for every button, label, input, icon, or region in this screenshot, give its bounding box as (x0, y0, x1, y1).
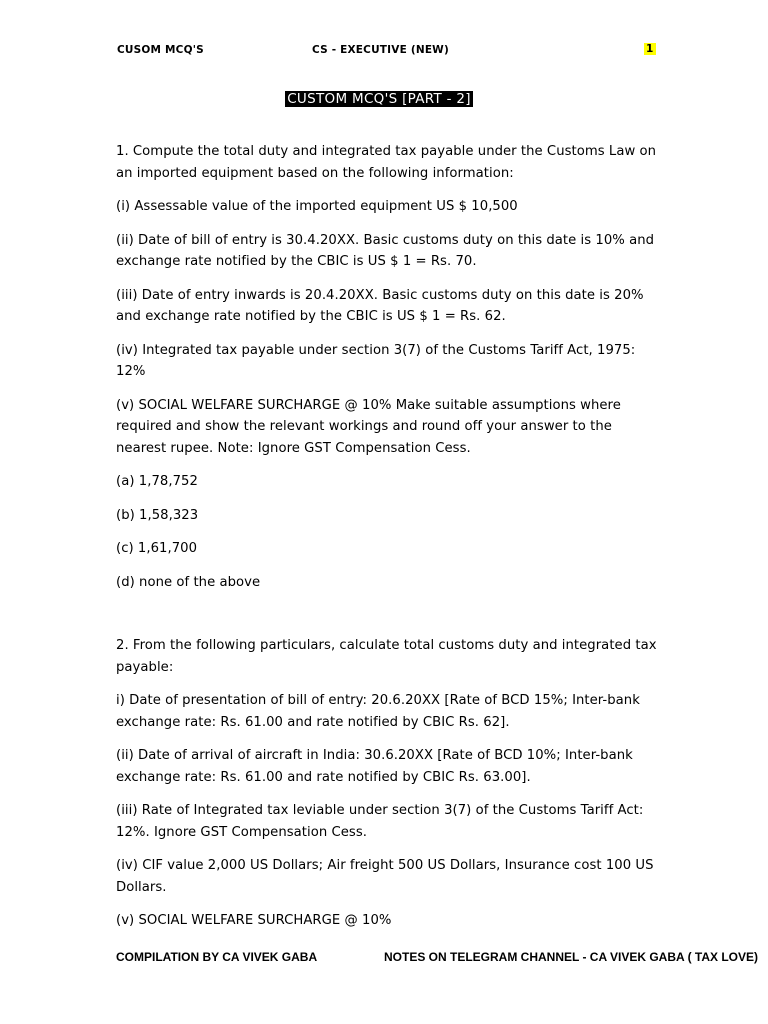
question-2-item: (ii) Date of arrival of aircraft in India: 30.6.20XX [Rate of BCD 10%; Inter-bank exchange rate: Rs. 61.00 and rate notified by CBIC Rs. 63.00]. (116, 748, 633, 785)
question-1-item: (v) SOCIAL WELFARE SURCHARGE @ 10% Make suitable assumptions where required and show the relevant workings and round off your answer to the nearest rupee. Note: Ignore GST Compensation Cess. (116, 397, 621, 456)
question-1-option-d: (d) none of the above (116, 574, 261, 590)
question-1-item: (iv) Integrated tax payable under section 3(7) of the Customs Tariff Act, 1975: 12% (116, 342, 636, 379)
question-2-item: i) Date of presentation of bill of entry: 20.6.20XX [Rate of BCD 15%; Inter-bank exchange rate: Rs. 61.00 and rate notified by CBIC Rs. 62]. (116, 693, 640, 730)
question-2-stem: 2. From the following particulars, calculate total customs duty and integrated tax payable: (116, 638, 657, 675)
question-1-item: (ii) Date of bill of entry is 30.4.20XX. Basic customs duty on this date is 10% and exchange rate notified by the CBIC is US $ 1 = Rs. 70. (116, 232, 655, 269)
question-2-item: (iii) Rate of Integrated tax leviable under section 3(7) of the Customs Tariff Act: 12%. Ignore GST Compensation Cess. (116, 803, 644, 840)
header-course-title: CS - EXECUTIVE (NEW) (312, 44, 449, 56)
title-container (0, 88, 768, 107)
page-header (0, 44, 768, 62)
question-1-option-b: (b) 1,58,323 (116, 507, 199, 523)
page-number: 1 (646, 43, 654, 55)
question-1-option-c: (c) 1,61,700 (116, 541, 198, 556)
question-1-item: (i) Assessable value of the imported equipment US $ 10,500 (116, 199, 518, 214)
question-1-item: (iii) Date of entry inwards is 20.4.20XX. Basic customs duty on this date is 20% and exchange rate notified by the CBIC is US $ 1 = Rs. 62. (116, 287, 644, 324)
question-spacer (116, 605, 661, 635)
document-title: CUSTOM MCQ'S [PART - 2] (287, 91, 471, 107)
question-1-stem: 1. Compute the total duty and integrated tax payable under the Customs Law on an imported equipment based on the following information: (116, 144, 657, 181)
question-1-option-a: (a) 1,78,752 (116, 474, 198, 489)
footer-compilation-credit: COMPILATION BY CA VIVEK GABA (116, 950, 318, 964)
question-2-item: (iv) CIF value 2,000 US Dollars; Air freight 500 US Dollars, Insurance cost 100 US Dollars. (116, 858, 654, 895)
document-body (116, 141, 661, 944)
footer-telegram-notice: NOTES ON TELEGRAM CHANNEL - CA VIVEK GABA ( TAX LOVE) (384, 950, 759, 964)
header-left-title: CUSOM MCQ'S (117, 44, 204, 56)
question-2-item: (v) SOCIAL WELFARE SURCHARGE @ 10% (116, 913, 392, 928)
